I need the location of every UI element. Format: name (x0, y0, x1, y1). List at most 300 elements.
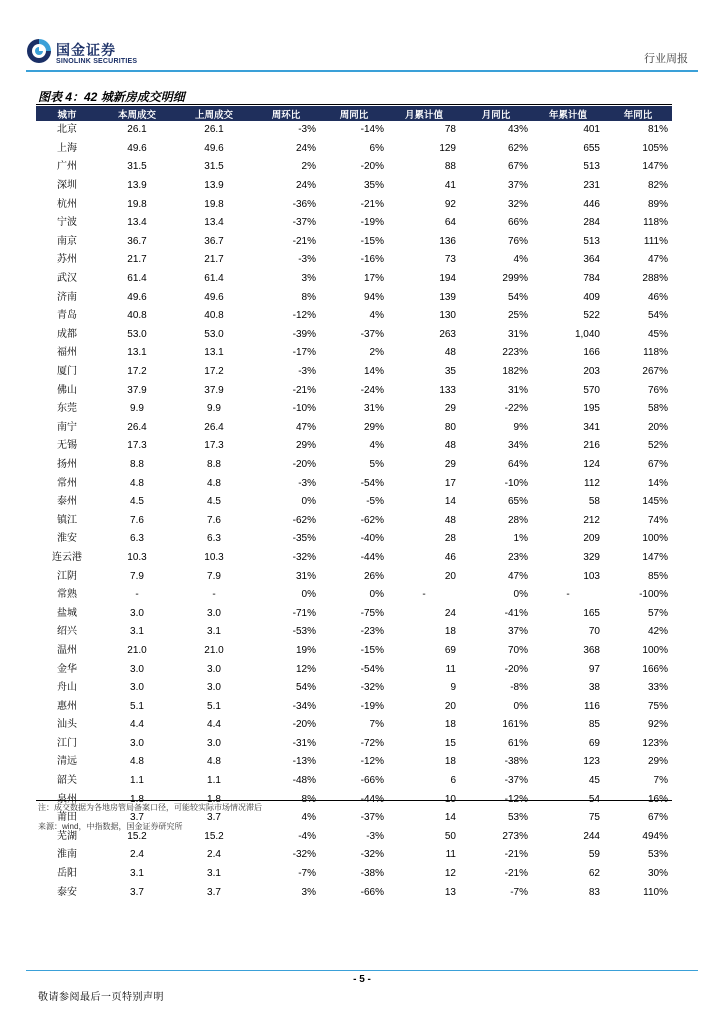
table-row (36, 419, 672, 438)
cell-year-cum: 209 (583, 533, 600, 545)
cell-year-yoy: 147% (642, 161, 668, 173)
cell-city: 常州 (57, 477, 77, 489)
cell-year-yoy: 47% (647, 254, 668, 266)
cell-yoy-week: 26% (363, 570, 384, 582)
cell-city: 连云港 (52, 551, 82, 563)
cell-last-week: 4.8 (207, 477, 221, 489)
cell-month-cum: 80 (444, 421, 456, 433)
cell-month-yoy: 0% (513, 589, 528, 601)
cell-yoy-week: -72% (360, 737, 384, 749)
cell-year-yoy: 85% (647, 570, 668, 582)
cell-city: 江门 (57, 737, 77, 749)
cell-yoy-week: 4% (369, 440, 384, 452)
cell-last-week: 2.4 (207, 849, 221, 861)
cell-year-cum: 231 (583, 180, 600, 192)
cell-month-yoy: 37% (507, 180, 528, 192)
table-row (36, 177, 672, 196)
cell-year-cum: 368 (583, 644, 600, 656)
cell-last-week: 13.1 (204, 347, 224, 359)
cell-last-week: 4.5 (207, 496, 221, 508)
cell-city: 厦门 (57, 366, 77, 378)
cell-wow: 0% (301, 496, 316, 508)
cell-month-yoy: 299% (502, 273, 528, 285)
cell-month-yoy: 31% (507, 384, 528, 396)
cell-year-yoy: 92% (647, 719, 668, 731)
cell-year-cum: 341 (583, 421, 600, 433)
cell-city: 杭州 (57, 198, 77, 210)
cell-month-cum: 139 (439, 291, 456, 303)
cell-last-week: 17.3 (204, 440, 224, 452)
cell-city: 绍兴 (57, 626, 77, 638)
cell-city: 深圳 (57, 180, 77, 192)
column-header-wow: 周环比 (252, 106, 320, 121)
cell-year-cum: 69 (588, 737, 600, 749)
cell-year-yoy: 54% (647, 310, 668, 322)
cell-last-week: 53.0 (204, 328, 224, 340)
cell-last-week: 6.3 (207, 533, 221, 545)
cell-year-cum: 522 (583, 310, 600, 322)
cell-month-yoy: 62% (507, 142, 528, 154)
cell-month-cum: 130 (439, 310, 456, 322)
cell-month-cum: 92 (444, 198, 456, 210)
cell-year-yoy: 58% (647, 403, 668, 415)
cell-year-yoy: 53% (647, 849, 668, 861)
cell-this-week: 21.0 (127, 644, 147, 656)
cell-this-week: 3.1 (130, 626, 144, 638)
cell-city: 福州 (57, 347, 77, 359)
footer-divider (26, 970, 698, 971)
cell-this-week: 8.8 (130, 458, 144, 470)
cell-year-yoy: 81% (647, 124, 668, 136)
cell-last-week: 3.0 (207, 663, 221, 675)
table-row (36, 660, 672, 679)
cell-city: 淮安 (57, 533, 77, 545)
cell-this-week: 17.2 (127, 366, 147, 378)
cell-this-week: 7.6 (130, 514, 144, 526)
cell-yoy-week: -62% (360, 514, 384, 526)
cell-month-cum: 129 (439, 142, 456, 154)
cell-this-week: 7.9 (130, 570, 144, 582)
cell-last-week: 26.4 (204, 421, 224, 433)
cell-wow: -3% (298, 366, 316, 378)
logo-mark-icon (26, 38, 52, 64)
table-row (36, 363, 672, 382)
cell-last-week: 5.1 (207, 700, 221, 712)
cell-city: 镇江 (57, 514, 77, 526)
cell-month-cum: 46 (444, 551, 456, 563)
cell-month-cum: 48 (444, 440, 456, 452)
cell-last-week: 7.9 (207, 570, 221, 582)
cell-month-cum: 18 (444, 719, 456, 731)
column-header-yoy-week: 周同比 (320, 106, 388, 121)
cell-year-yoy: 67% (647, 458, 668, 470)
cell-this-week: 19.8 (127, 198, 147, 210)
cell-year-cum: 655 (583, 142, 600, 154)
cell-yoy-week: -32% (360, 849, 384, 861)
cell-month-cum: 20 (444, 570, 456, 582)
cell-this-week: 4.8 (130, 477, 144, 489)
cell-year-yoy: 29% (647, 756, 668, 768)
cell-month-yoy: 54% (507, 291, 528, 303)
table-row (36, 846, 672, 865)
cell-month-yoy: 32% (507, 198, 528, 210)
cell-year-yoy: 45% (647, 328, 668, 340)
cell-this-week: 3.0 (130, 682, 144, 694)
table-row (36, 586, 672, 605)
cell-this-week: 26.1 (127, 124, 147, 136)
cell-month-yoy: 223% (502, 347, 528, 359)
cell-yoy-week: 94% (363, 291, 384, 303)
cell-yoy-week: -5% (366, 496, 384, 508)
cell-year-yoy: 76% (647, 384, 668, 396)
cell-this-week: 3.0 (130, 607, 144, 619)
cell-month-cum: 78 (444, 124, 456, 136)
cell-year-yoy: 100% (642, 644, 668, 656)
page-header (26, 36, 698, 72)
cell-last-week: 8.8 (207, 458, 221, 470)
cell-year-yoy: 14% (647, 477, 668, 489)
cell-month-cum: 136 (439, 235, 456, 247)
cell-last-week: 7.6 (207, 514, 221, 526)
table-row (36, 288, 672, 307)
cell-month-cum: 41 (444, 180, 456, 192)
cell-this-week: 61.4 (127, 273, 147, 285)
cell-city: 韶关 (57, 775, 77, 787)
cell-year-cum: 85 (588, 719, 600, 731)
cell-wow: -21% (292, 384, 316, 396)
cell-month-cum: 14 (444, 496, 456, 508)
cell-yoy-week: 5% (369, 458, 384, 470)
cell-city: 金华 (57, 663, 77, 675)
cell-last-week: 13.4 (204, 217, 224, 229)
cell-year-cum: 401 (583, 124, 600, 136)
table-row (36, 474, 672, 493)
cell-wow: -20% (292, 458, 316, 470)
cell-yoy-week: -19% (360, 217, 384, 229)
column-header-year-cum: 年累计值 (532, 106, 604, 121)
table-header-row (36, 106, 672, 121)
cell-month-yoy: -38% (504, 756, 528, 768)
cell-year-cum: 165 (583, 607, 600, 619)
cell-month-yoy: 31% (507, 328, 528, 340)
table-row (36, 549, 672, 568)
cell-month-yoy: 4% (513, 254, 528, 266)
cell-month-cum: 194 (439, 273, 456, 285)
cell-year-yoy: 7% (653, 775, 668, 787)
cell-this-week: 3.0 (130, 663, 144, 675)
cell-year-cum: 59 (588, 849, 600, 861)
cell-wow: -34% (292, 700, 316, 712)
column-header-this-week: 本周成交 (98, 106, 176, 121)
cell-this-week: 3.7 (130, 886, 144, 898)
cell-this-week: 3.7 (130, 812, 144, 824)
cell-month-cum: 18 (444, 756, 456, 768)
cell-month-cum: 20 (444, 700, 456, 712)
cell-month-cum: 29 (444, 458, 456, 470)
column-header-month-cum: 月累计值 (388, 106, 460, 121)
cell-wow: -3% (298, 124, 316, 136)
cell-month-yoy: -8% (510, 682, 528, 694)
cell-this-week: 6.3 (130, 533, 144, 545)
cell-yoy-week: 35% (363, 180, 384, 192)
cell-city: 广州 (57, 161, 77, 173)
cell-year-cum: 1,040 (574, 328, 600, 340)
cell-year-cum: 203 (583, 366, 600, 378)
cell-year-yoy: 147% (642, 551, 668, 563)
table-row (36, 326, 672, 345)
cell-wow: 12% (295, 663, 316, 675)
table-row (36, 567, 672, 586)
cell-wow: -3% (298, 477, 316, 489)
table-row (36, 865, 672, 884)
cell-last-week: 3.1 (207, 868, 221, 880)
cell-last-week: 3.0 (207, 737, 221, 749)
cell-yoy-week: -16% (360, 254, 384, 266)
table-row (36, 697, 672, 716)
cell-year-yoy: 75% (647, 700, 668, 712)
cell-this-week: 10.3 (127, 551, 147, 563)
cell-month-yoy: 37% (507, 626, 528, 638)
cell-month-cum: 88 (444, 161, 456, 173)
city-transactions-table (36, 106, 672, 902)
table-row (36, 511, 672, 530)
cell-this-week: 13.4 (127, 217, 147, 229)
cell-year-yoy: 267% (642, 366, 668, 378)
cell-year-yoy: 118% (643, 347, 668, 359)
table-row (36, 772, 672, 791)
cell-this-week: 13.1 (127, 347, 147, 359)
cell-yoy-week: -40% (360, 533, 384, 545)
cell-wow: -35% (292, 533, 316, 545)
cell-wow: 3% (301, 886, 316, 898)
cell-city: 武汉 (57, 273, 77, 285)
table-row (36, 214, 672, 233)
cell-month-yoy: 64% (507, 458, 528, 470)
cell-year-yoy: 123% (642, 737, 668, 749)
cell-month-yoy: 76% (507, 235, 528, 247)
cell-city: 岳阳 (57, 868, 77, 880)
cell-year-yoy: 118% (643, 217, 668, 229)
cell-last-week: 19.8 (204, 198, 224, 210)
cell-yoy-week: -66% (360, 886, 384, 898)
cell-yoy-week: 17% (363, 273, 384, 285)
cell-this-week: 21.7 (127, 254, 147, 266)
cell-month-yoy: 1% (513, 533, 528, 545)
cell-city: 汕头 (57, 719, 77, 731)
cell-last-week: 3.7 (207, 812, 221, 824)
cell-month-yoy: 273% (502, 830, 528, 842)
table-source: 来源：wind，中指数据，国金证券研究所 (38, 822, 183, 831)
cell-year-yoy: 57% (647, 607, 668, 619)
footer-disclaimer: 敬请参阅最后一页特别声明 (38, 992, 164, 1003)
table-row (36, 456, 672, 475)
cell-city: 北京 (57, 124, 77, 136)
column-header-city: 城市 (36, 106, 98, 121)
cell-year-cum: 97 (588, 663, 600, 675)
table-note: 注：成交数据为各地房管局备案口径，可能较实际市场情况滞后 (38, 803, 262, 812)
table-row (36, 735, 672, 754)
cell-wow: -17% (292, 347, 316, 359)
cell-month-yoy: 61% (507, 737, 528, 749)
cell-wow: -3% (298, 254, 316, 266)
cell-year-cum: 58 (588, 496, 600, 508)
cell-wow: 54% (295, 682, 316, 694)
cell-year-yoy: 494% (642, 830, 668, 842)
logo-english-name: SINOLINK SECURITIES (56, 58, 138, 65)
page-number: - 5 - (353, 974, 371, 985)
cell-year-yoy: 46% (647, 291, 668, 303)
cell-yoy-week: 2% (369, 347, 384, 359)
cell-last-week: 40.8 (204, 310, 224, 322)
cell-wow: -31% (292, 737, 316, 749)
cell-this-week: 49.6 (127, 142, 147, 154)
table-row (36, 604, 672, 623)
cell-month-cum: 11 (445, 849, 456, 861)
cell-this-week: 31.5 (127, 161, 147, 173)
cell-last-week: 4.4 (207, 719, 221, 731)
cell-wow: 4% (301, 812, 316, 824)
cell-month-yoy: 53% (507, 812, 528, 824)
cell-city: 扬州 (57, 458, 77, 470)
cell-year-cum: 75 (588, 812, 600, 824)
cell-this-week: 15.2 (127, 830, 147, 842)
table-row (36, 679, 672, 698)
cell-month-cum: 73 (444, 254, 456, 266)
cell-city: 南宁 (57, 421, 77, 433)
cell-last-week: 3.0 (207, 682, 221, 694)
cell-this-week: - (135, 589, 139, 601)
cell-this-week: 4.4 (130, 719, 144, 731)
cell-city: 佛山 (57, 384, 77, 396)
cell-month-yoy: 9% (513, 421, 528, 433)
cell-month-yoy: -7% (510, 886, 528, 898)
cell-this-week: 1.1 (130, 775, 144, 787)
cell-month-cum: 15 (444, 737, 456, 749)
cell-month-cum: 35 (444, 366, 456, 378)
cell-yoy-week: 6% (369, 142, 384, 154)
cell-year-cum: 123 (583, 756, 600, 768)
cell-year-yoy: 74% (647, 514, 668, 526)
cell-wow: 47% (295, 421, 316, 433)
table-row (36, 623, 672, 642)
cell-yoy-week: -24% (360, 384, 384, 396)
cell-wow: 19% (295, 644, 316, 656)
table-row (36, 121, 672, 140)
cell-this-week: 3.1 (130, 868, 144, 880)
cell-month-cum: 48 (444, 514, 456, 526)
column-header-month-yoy: 月同比 (460, 106, 532, 121)
cell-month-yoy: 25% (507, 310, 528, 322)
cell-wow: 2% (301, 161, 316, 173)
cell-city: 惠州 (57, 700, 77, 712)
cell-month-yoy: 66% (507, 217, 528, 229)
cell-yoy-week: -32% (360, 682, 384, 694)
cell-year-cum: 446 (583, 198, 600, 210)
cell-wow: 8% (301, 291, 316, 303)
cell-wow: -48% (292, 775, 316, 787)
cell-month-yoy: 23% (507, 551, 528, 563)
cell-last-week: 49.6 (204, 291, 224, 303)
cell-month-cum: 50 (444, 830, 456, 842)
cell-month-yoy: 0% (513, 700, 528, 712)
cell-yoy-week: -14% (360, 124, 384, 136)
cell-year-cum: 784 (583, 273, 600, 285)
cell-year-cum: 244 (583, 830, 600, 842)
cell-year-yoy: 33% (647, 682, 668, 694)
figure-title: 图表 4：42 城新房成交明细 (38, 90, 185, 104)
cell-wow: -7% (298, 868, 316, 880)
cell-month-yoy: 65% (507, 496, 528, 508)
cell-last-week: 3.7 (207, 886, 221, 898)
figure-title-rule (36, 104, 672, 105)
cell-last-week: 49.6 (204, 142, 224, 154)
cell-this-week: 53.0 (127, 328, 147, 340)
cell-city: 东莞 (57, 403, 77, 415)
cell-city: 泰州 (57, 496, 77, 508)
cell-wow: -20% (292, 719, 316, 731)
cell-year-cum: - (566, 589, 570, 601)
cell-year-cum: 70 (588, 626, 600, 638)
table-row (36, 251, 672, 270)
cell-month-cum: 133 (439, 384, 456, 396)
cell-last-week: 13.9 (204, 180, 224, 192)
cell-year-cum: 409 (583, 291, 600, 303)
cell-yoy-week: 4% (369, 310, 384, 322)
cell-yoy-week: -38% (360, 868, 384, 880)
cell-month-yoy: -22% (504, 403, 528, 415)
cell-last-week: - (212, 589, 216, 601)
cell-city: 上海 (57, 142, 77, 154)
cell-city: 清远 (57, 756, 77, 768)
cell-yoy-week: -37% (360, 812, 384, 824)
cell-yoy-week: 31% (363, 403, 384, 415)
cell-wow: -13% (292, 756, 316, 768)
cell-yoy-week: 0% (369, 589, 384, 601)
cell-wow: -39% (292, 328, 316, 340)
cell-month-cum: 12 (444, 868, 456, 880)
cell-this-week: 4.8 (130, 756, 144, 768)
cell-last-week: 15.2 (204, 830, 224, 842)
cell-year-yoy: 105% (642, 142, 668, 154)
cell-year-yoy: 166% (642, 663, 668, 675)
cell-yoy-week: -12% (360, 756, 384, 768)
table-row (36, 195, 672, 214)
table-row (36, 530, 672, 549)
cell-last-week: 3.0 (207, 607, 221, 619)
cell-wow: -4% (298, 830, 316, 842)
cell-last-week: 4.8 (207, 756, 221, 768)
table-bottom-rule (36, 800, 672, 801)
cell-year-cum: 45 (588, 775, 600, 787)
table-row (36, 381, 672, 400)
cell-month-yoy: -41% (504, 607, 528, 619)
cell-year-cum: 570 (583, 384, 600, 396)
cell-yoy-week: -15% (360, 644, 384, 656)
cell-wow: -21% (292, 235, 316, 247)
cell-year-yoy: -100% (639, 589, 668, 601)
table-row (36, 883, 672, 902)
cell-city: 莆田 (57, 812, 77, 824)
cell-last-week: 9.9 (207, 403, 221, 415)
cell-month-cum: 28 (444, 533, 456, 545)
cell-year-cum: 83 (588, 886, 600, 898)
cell-wow: -10% (292, 403, 316, 415)
cell-this-week: 9.9 (130, 403, 144, 415)
cell-city: 盐城 (57, 607, 77, 619)
table-row (36, 158, 672, 177)
cell-month-cum: - (422, 589, 426, 601)
cell-wow: 31% (295, 570, 316, 582)
